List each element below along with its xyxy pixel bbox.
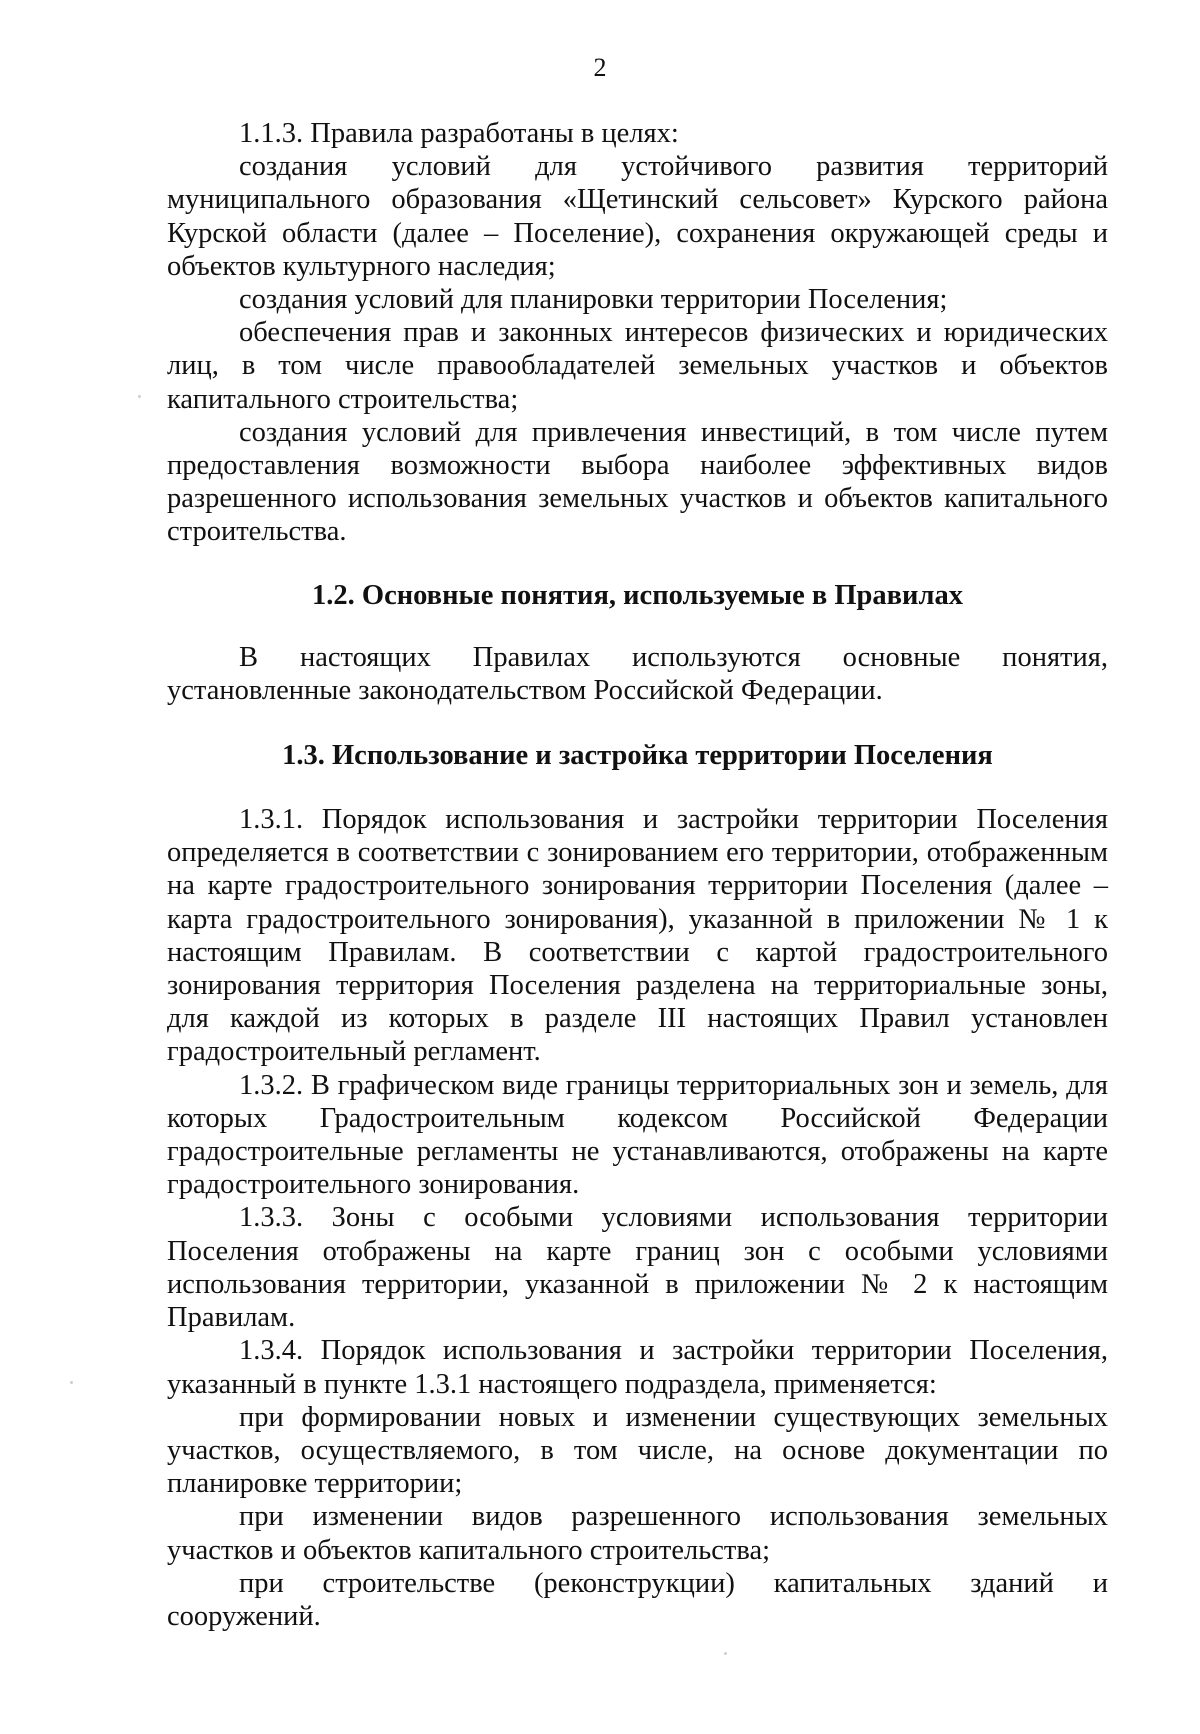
scan-speck — [138, 395, 141, 398]
document-body — [167, 117, 1108, 1633]
paragraph-1-1-3-lead: 1.1.3. Правила разработаны в целях: — [239, 118, 679, 149]
section-heading-1-3: 1.3. Использование и застройка территории Поселения — [282, 740, 993, 772]
paragraph-1-3-4-item: при изменении видов разрешенного использования земельных участков и объектов капитального строительства; — [167, 1501, 1108, 1566]
page-number: 2 — [593, 53, 607, 82]
paragraph-1-1-3-item: обеспечения прав и законных интересов физических и юридических лиц, в том числе правообладателей земельных участков и объектов капитального строительства; — [167, 317, 1108, 415]
paragraph-1-1-3-item: создания условий для устойчивого развития территорий муниципального образования «Щетинский сельсовет» Курского района Курской области (далее – Поселение), сохранения окружающей среды и объектов культурного наследия; — [167, 151, 1108, 282]
paragraph-1-3-2: 1.3.2. В графическом виде границы территориальных зон и земель, для которых Градостроительным кодексом Российской Федерации градостроительные регламенты не устанавливаются, отображены на карте градостроительного зонирования. — [167, 1069, 1108, 1201]
paragraph-1-3-1: 1.3.1. Порядок использования и застройки территории Поселения определяется в соответствии с зонированием его территории, отображенным на карте градостроительного зонирования территории Поселения (далее – карта градостроительного зонирования), указанной в приложении № 1 к настоящим Правилам. В соответствии с картой градостроительного зонирования территория Поселения разделена на территориальные зоны, для каждой из которых в разделе III настоящих Правил установлен градостроительный регламент. — [167, 804, 1108, 1068]
scan-speck — [70, 1381, 73, 1384]
paragraph-1-3-3: 1.3.3. Зоны с особыми условиями использования территории Поселения отображены на карте границ зон с особыми условиями использования территории, указанной в приложении № 2 к настоящим Правилам. — [167, 1202, 1108, 1334]
paragraph-1-1-3-item: создания условий для планировки территории Поселения; — [239, 284, 948, 316]
paragraph-1-1-3-item: создания условий для привлечения инвестиций, в том числе путем предоставления возможности выбора наиболее эффективных видов разрешенного использования земельных участков и объектов капитального строительства. — [167, 416, 1108, 548]
paragraph-1-3-4-item: при формировании новых и изменении существующих земельных участков, осуществляемого, в том числе, на основе документации по планировке территории; — [167, 1401, 1108, 1500]
paragraph-1-3-4: 1.3.4. Порядок использования и застройки территории Поселения, указанный в пункте 1.3.1 настоящего подраздела, применяется: — [167, 1335, 1108, 1400]
section-heading-1-2: 1.2. Основные понятия, используемые в Правилах — [312, 579, 963, 611]
paragraph-1-3-4-item: при строительстве (реконструкции) капитальных зданий и сооружений. — [167, 1567, 1108, 1632]
scan-speck — [724, 1652, 727, 1655]
paragraph-1-2: В настоящих Правилах используются основные понятия, установленные законодательством Российской Федерации. — [167, 641, 1108, 706]
